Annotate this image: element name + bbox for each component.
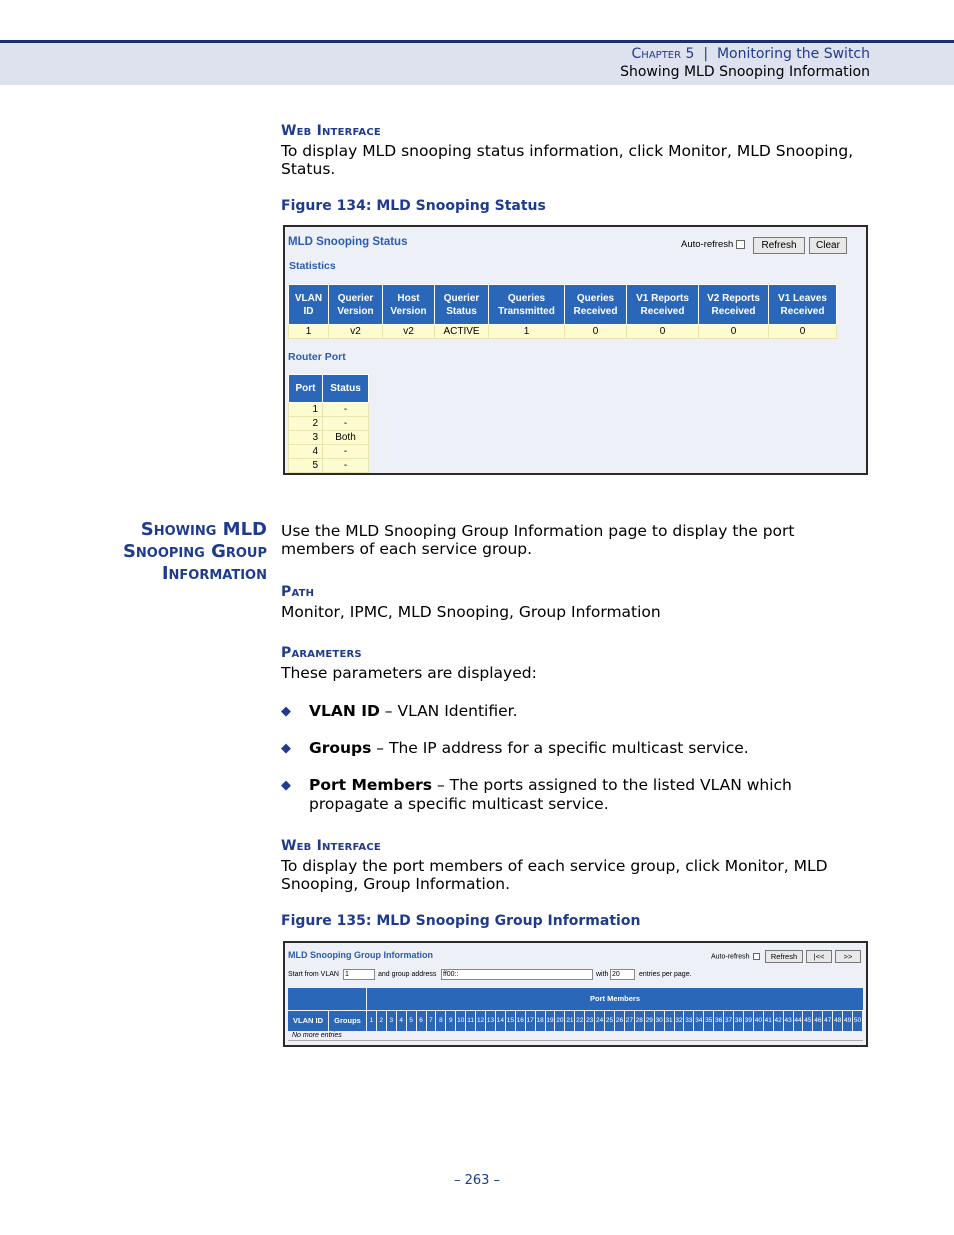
router-header-port: Port (289, 375, 323, 403)
stats-cell: 0 (699, 325, 769, 339)
port-number-header: 33 (684, 1011, 693, 1031)
stats-data-row (289, 325, 837, 339)
port-number-header: 26 (615, 1011, 624, 1031)
fig135-next-page-button[interactable]: >> (835, 950, 861, 963)
header-separator: | (703, 46, 709, 62)
fig134-auto-refresh[interactable] (681, 239, 745, 250)
stats-header-v1-reports: V1 Reports Received (627, 285, 699, 325)
stats-cell: 1 (289, 325, 329, 339)
port-number-header: 45 (803, 1011, 812, 1031)
port-number-header: 34 (694, 1011, 703, 1031)
port-number-header: 1 (367, 1011, 376, 1031)
fig135-port-members-header: Port Members (367, 988, 863, 1010)
port-number-header: 47 (823, 1011, 832, 1031)
fig135-groups-header: Groups (329, 1011, 366, 1031)
port-number-header: 50 (853, 1011, 862, 1031)
stats-header-queries-received: Queries Received (565, 285, 627, 325)
fig135-header-blank (288, 988, 366, 1010)
port-number-header: 11 (466, 1011, 475, 1031)
page-number: – 263 – (453, 1173, 501, 1188)
port-number-header: 18 (536, 1011, 545, 1031)
fig135-group-address-input[interactable]: ff00:: (441, 969, 593, 980)
fig135-group-label: and group address (378, 971, 437, 978)
fig134-router-port-label: Router Port (288, 351, 346, 363)
figure-135-mld-snooping-group-information (283, 941, 868, 1047)
port-number-header: 41 (764, 1011, 773, 1031)
stats-cell: v2 (329, 325, 383, 339)
path-heading: Path (281, 584, 315, 600)
fig134-router-port-table (288, 374, 369, 473)
stats-cell: 0 (769, 325, 837, 339)
port-number-header: 25 (605, 1011, 614, 1031)
stats-header-vlan-id: VLAN ID (289, 285, 329, 325)
stats-header-queries-transmitted: Queries Transmitted (489, 285, 565, 325)
port-number-header: 48 (833, 1011, 842, 1031)
port-number-header: 27 (625, 1011, 634, 1031)
fig134-title: MLD Snooping Status (288, 236, 408, 248)
section2-intro-text: Use the MLD Snooping Group Information page to display the port members of each service group. (281, 522, 795, 558)
fig134-auto-refresh-label: Auto-refresh (681, 239, 734, 250)
stats-header-querier-status: Querier Status (435, 285, 489, 325)
port-number-header: 14 (496, 1011, 505, 1031)
port-number-header: 6 (417, 1011, 426, 1031)
chapter-label: Chapter 5 (631, 46, 695, 62)
fig134-refresh-button[interactable]: Refresh (753, 237, 805, 254)
parameters-text: These parameters are displayed: (281, 664, 537, 682)
port-number-header: 32 (675, 1011, 684, 1031)
figure-135-caption: Figure 135: MLD Snooping Group Information (281, 913, 641, 929)
fig135-title: MLD Snooping Group Information (288, 950, 433, 960)
web-interface-heading-1: Web Interface (281, 123, 381, 139)
stats-cell: 0 (627, 325, 699, 339)
port-number-header: 19 (546, 1011, 555, 1031)
port-number-header: 28 (635, 1011, 644, 1031)
table-row: 3 Both (289, 431, 369, 445)
stats-cell: v2 (383, 325, 435, 339)
port-number-header: 39 (744, 1011, 753, 1031)
port-number-header: 36 (714, 1011, 723, 1031)
port-number-header: 44 (794, 1011, 803, 1031)
port-number-header: 23 (585, 1011, 594, 1031)
port-number-header: 35 (704, 1011, 713, 1031)
figure-134-mld-snooping-status (283, 225, 868, 475)
router-header-row (289, 375, 369, 403)
web-interface-text-1: To display MLD snooping status information, click Monitor, MLD Snooping, Status. (281, 142, 854, 178)
stats-cell: ACTIVE (435, 325, 489, 339)
port-number-header: 46 (813, 1011, 822, 1031)
port-number-header: 4 (397, 1011, 406, 1031)
fig134-clear-button[interactable]: Clear (809, 237, 847, 254)
fig135-no-entries: No more entries (292, 1032, 342, 1039)
port-number-header: 15 (506, 1011, 515, 1031)
stats-header-v2-reports: V2 Reports Received (699, 285, 769, 325)
bullet-diamond-icon: ◆ (281, 704, 291, 719)
port-number-header: 7 (427, 1011, 436, 1031)
fig135-bottom-rule (288, 1040, 863, 1041)
bullet-diamond-icon: ◆ (281, 778, 291, 793)
port-number-header: 31 (665, 1011, 674, 1031)
port-number-header: 17 (526, 1011, 535, 1031)
chapter-title: Monitoring the Switch (716, 46, 870, 62)
running-header-chapter (632, 46, 870, 62)
stats-cell: 1 (489, 325, 565, 339)
stats-header-host-version: Host Version (383, 285, 435, 325)
stats-header-row (289, 285, 837, 325)
port-number-header: 13 (486, 1011, 495, 1031)
fig135-auto-refresh-checkbox[interactable] (753, 953, 760, 960)
port-number-header: 20 (555, 1011, 564, 1031)
port-number-header: 38 (734, 1011, 743, 1031)
fig134-statistics-label: Statistics (289, 260, 336, 272)
fig135-with-label: with (596, 971, 609, 978)
table-row: 1 - (289, 403, 369, 417)
fig135-entries-label: entries per page. (639, 971, 692, 978)
port-number-header: 3 (387, 1011, 396, 1031)
stats-header-querier-version: Querier Version (329, 285, 383, 325)
port-number-header: 12 (476, 1011, 485, 1031)
port-number-header: 22 (575, 1011, 584, 1031)
port-number-header: 24 (595, 1011, 604, 1031)
fig134-auto-refresh-checkbox[interactable] (736, 240, 745, 249)
port-number-header: 40 (754, 1011, 763, 1031)
fig135-auto-refresh[interactable] (711, 953, 760, 960)
web-interface-text-2: To display the port members of each service group, click Monitor, MLD Snooping, Group Information. (281, 857, 828, 893)
fig135-start-vlan-input[interactable]: 1 (343, 969, 375, 980)
fig135-start-label: Start from VLAN (288, 971, 339, 978)
bullet-diamond-icon: ◆ (281, 741, 291, 756)
port-number-header: 5 (407, 1011, 416, 1031)
parameters-heading: Parameters (281, 645, 362, 661)
port-number-header: 49 (843, 1011, 852, 1031)
port-number-header: 16 (516, 1011, 525, 1031)
figure-134-caption: Figure 134: MLD Snooping Status (281, 198, 546, 214)
stats-cell: 0 (565, 325, 627, 339)
table-row: 2 - (289, 417, 369, 431)
port-number-header: 9 (446, 1011, 455, 1031)
fig135-auto-refresh-label: Auto-refresh (711, 953, 750, 961)
port-number-header: 37 (724, 1011, 733, 1031)
port-number-header: 43 (784, 1011, 793, 1031)
web-interface-heading-2: Web Interface (281, 838, 381, 854)
port-number-header: 8 (436, 1011, 445, 1031)
fig135-entries-input[interactable]: 20 (610, 969, 635, 980)
running-header-section: Showing MLD Snooping Information (620, 64, 870, 80)
table-row: 4 - (289, 445, 369, 459)
port-number-header: 21 (565, 1011, 574, 1031)
path-text: Monitor, IPMC, MLD Snooping, Group Information (281, 603, 661, 621)
port-number-header: 2 (377, 1011, 386, 1031)
fig135-vlan-id-header: VLAN ID (288, 1011, 328, 1031)
fig134-statistics-table (288, 284, 837, 339)
fig135-refresh-button[interactable]: Refresh (765, 950, 803, 963)
table-row: 5 - (289, 459, 369, 473)
port-number-header: 10 (456, 1011, 465, 1031)
port-number-header: 30 (655, 1011, 664, 1031)
stats-header-v1-leaves: V1 Leaves Received (769, 285, 837, 325)
router-header-status: Status (323, 375, 369, 403)
port-number-header: 29 (645, 1011, 654, 1031)
section-heading-showing-mld-snooping-group-information: Showing MLD Snooping Group Information (122, 519, 267, 584)
port-number-header: 42 (774, 1011, 783, 1031)
fig135-first-page-button[interactable]: |<< (806, 950, 832, 963)
